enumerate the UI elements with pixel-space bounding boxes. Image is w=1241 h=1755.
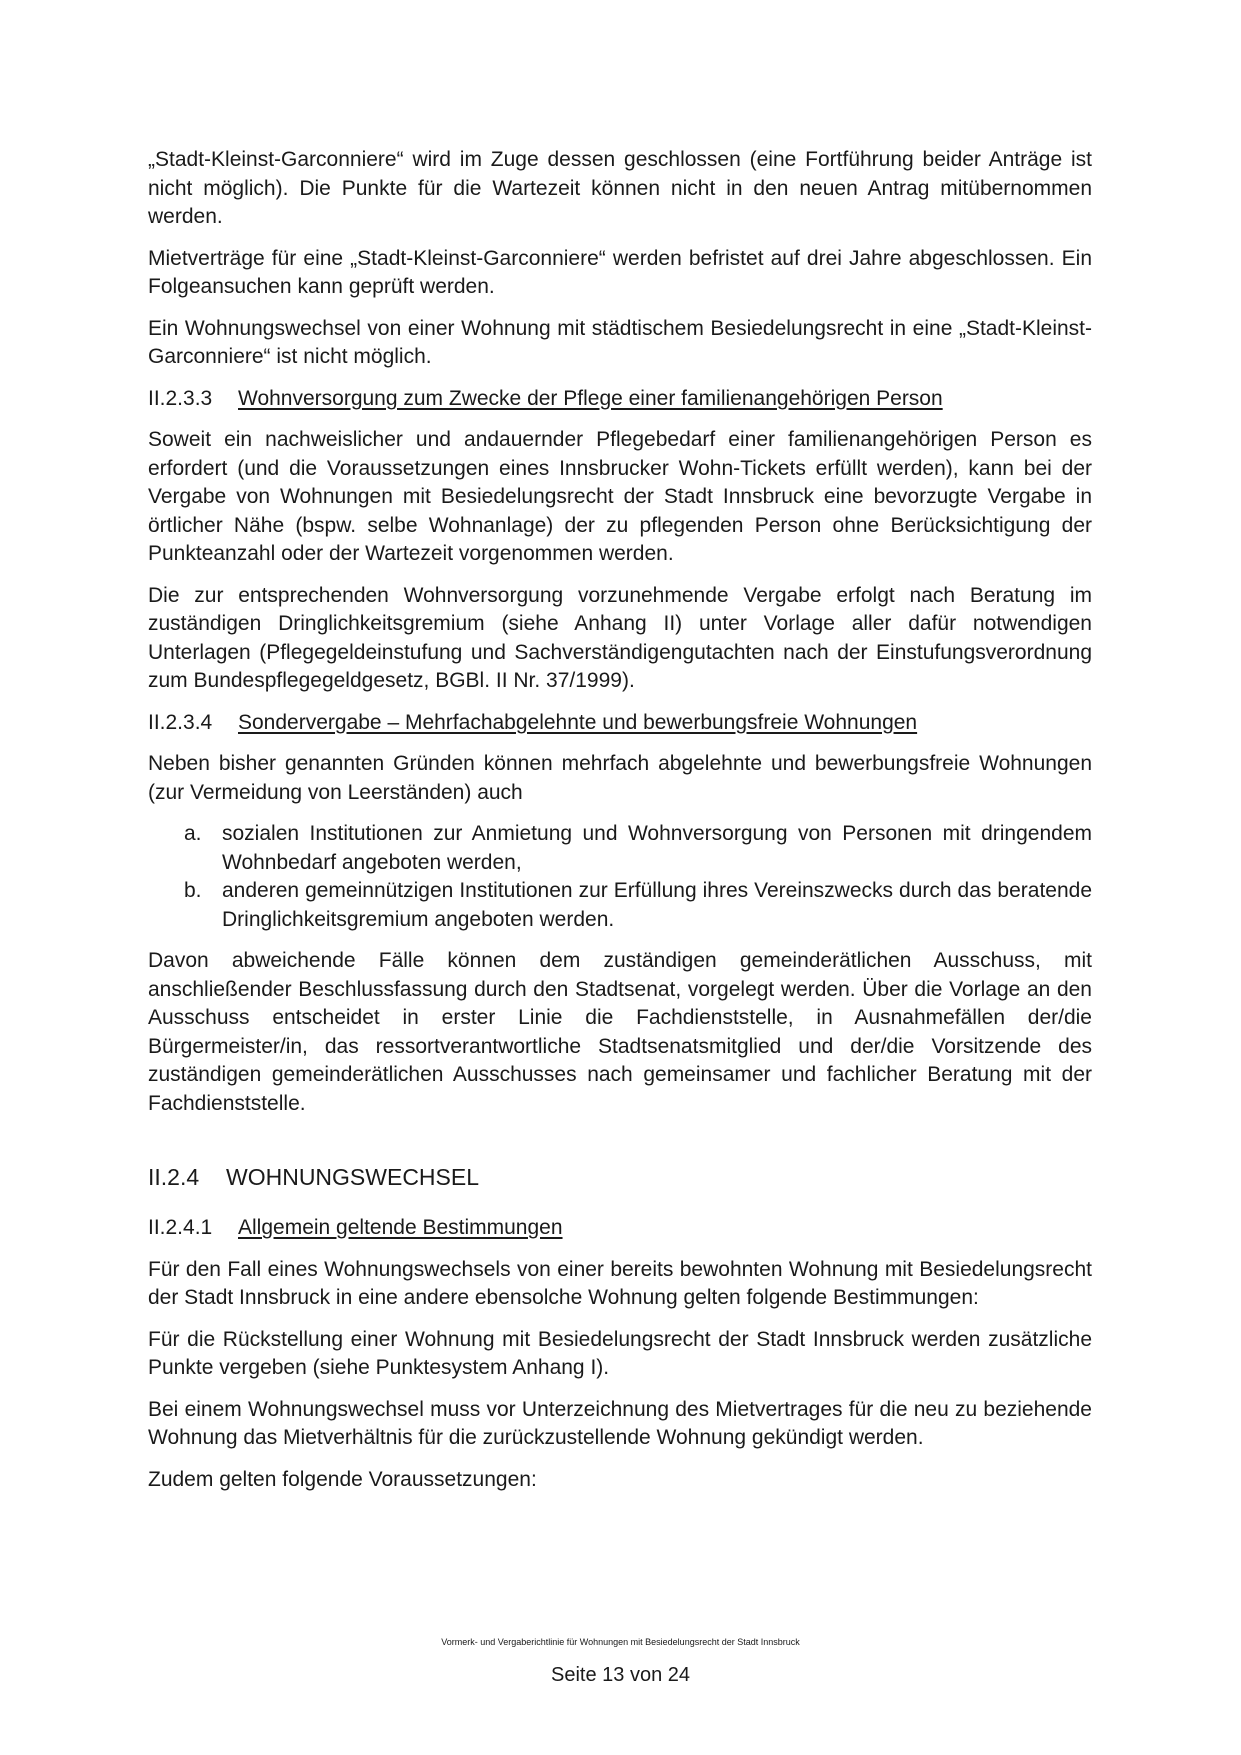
paragraph: Ein Wohnungswechsel von einer Wohnung mit städtischem Besiedelungsrecht in eine „Stadt-Kleinst-Garconniere“ ist nicht möglich. [148, 316, 1092, 368]
lettered-list [148, 820, 1092, 934]
page-content [148, 146, 1092, 1507]
paragraph: „Stadt-Kleinst-Garconniere“ wird im Zuge dessen geschlossen (eine Fortführung beider Anträge ist nicht möglich). Die Punkte für die Wartezeit können nicht in den neuen Antrag mitübernommen werden. [148, 148, 1092, 228]
list-marker: a. [184, 822, 202, 845]
subsection-title: Sondervergabe – Mehrfachabgelehnte und bewerbungsfreie Wohnungen [238, 710, 918, 734]
paragraph: Neben bisher genannten Gründen können mehrfach abgelehnte und bewerbungsfreie Wohnungen (zur Vermeidung von Leerständen) auch [148, 752, 1092, 804]
subsection-number: II.2.4.1 [148, 1216, 213, 1239]
list-marker: b. [184, 879, 202, 902]
subsection-title: Wohnversorgung zum Zwecke der Pflege einer familienangehörigen Person [238, 386, 943, 410]
paragraph: Davon abweichende Fälle können dem zuständigen gemeinderätlichen Ausschuss, mit anschließender Beschlussfassung durch den Stadtsenat, vorgelegt werden. Über die Vorlage an den Ausschuss entscheidet in erster Linie die Fachdienststelle, in Ausnahmefällen der/die Bürgermeister/in, das ressortverantwortliche Stadtsenatsmitglied und der/die Vorsitzende des zuständigen gemeinderätlichen Ausschusses nach gemeinsamer und fachlicher Beratung mit der Fachdienststelle. [148, 949, 1092, 1115]
subsection-heading-2-3-3 [148, 385, 1092, 414]
paragraph: Mietverträge für eine „Stadt-Kleinst-Garconniere“ werden befristet auf drei Jahre abgeschlossen. Ein Folgeansuchen kann geprüft werden. [148, 246, 1092, 298]
subsection-title: Allgemein geltende Bestimmungen [238, 1216, 563, 1239]
section-heading-2-4 [148, 1162, 1092, 1192]
paragraph: Zudem gelten folgende Voraussetzungen: [148, 1467, 537, 1491]
paragraph: Die zur entsprechenden Wohnversorgung vorzunehmende Vergabe erfolgt nach Beratung im zuständigen Dringlichkeitsgremium (siehe Anhang II) unter Vorlage aller dafür notwendigen Unterlagen (Pflegegeldeinstufung und Sachverständigengutachten nach der Einstufungsverordnung zum Bundespflegegeldgesetz, BGBl. II Nr. 37/1999). [148, 583, 1092, 692]
footer-document-title: Vormerk- und Vergaberichtlinie für Wohnungen mit Besiedelungsrecht der Stadt Innsbruck [441, 1637, 800, 1647]
list-item-text: anderen gemeinnützigen Institutionen zur Erfüllung ihres Vereinszwecks durch das beratende Dringlichkeitsgremium angeboten werden. [222, 879, 1092, 931]
subsection-heading-2-3-4 [148, 709, 1092, 738]
page-number: Seite 13 von 24 [551, 1664, 690, 1686]
paragraph: Für die Rückstellung einer Wohnung mit Besiedelungsrecht der Stadt Innsbruck werden zusätzliche Punkte vergeben (siehe Punktesystem Anhang I). [148, 1327, 1092, 1379]
paragraph: Bei einem Wohnungswechsel muss vor Unterzeichnung des Mietvertrages für die neu zu beziehende Wohnung das Mietverhältnis für die zurückzustellende Wohnung gekündigt werden. [148, 1397, 1092, 1449]
paragraph: Soweit ein nachweislicher und andauernder Pflegebedarf einer familienangehörigen Person es erfordert (und die Voraussetzungen eines Innsbrucker Wohn-Tickets erfüllt werden), kann bei der Vergabe von Wohnungen mit Besiedelungsrecht der Stadt Innsbruck eine bevorzugte Vergabe in örtlicher Nähe (bspw. selbe Wohnanlage) der zu pflegenden Person ohne Berücksichtigung der Punkteanzahl oder der Wartezeit vorgenommen werden. [148, 428, 1092, 565]
subsection-heading-2-4-1 [148, 1214, 1092, 1243]
subsection-number: II.2.3.4 [148, 710, 213, 734]
list-item [148, 877, 1092, 934]
paragraph: Für den Fall eines Wohnungswechsels von einer bereits bewohnten Wohnung mit Besiedelungsrecht der Stadt Innsbruck in eine andere ebensolche Wohnung gelten folgende Bestimmungen: [148, 1257, 1092, 1309]
section-title: WOHNUNGSWECHSEL [226, 1164, 480, 1190]
list-item-text: sozialen Institutionen zur Anmietung und Wohnversorgung von Personen mit dringendem Wohnbedarf angeboten werden, [222, 822, 1092, 874]
list-item [148, 820, 1092, 877]
subsection-number: II.2.3.3 [148, 386, 213, 410]
section-number: II.2.4 [148, 1164, 200, 1190]
